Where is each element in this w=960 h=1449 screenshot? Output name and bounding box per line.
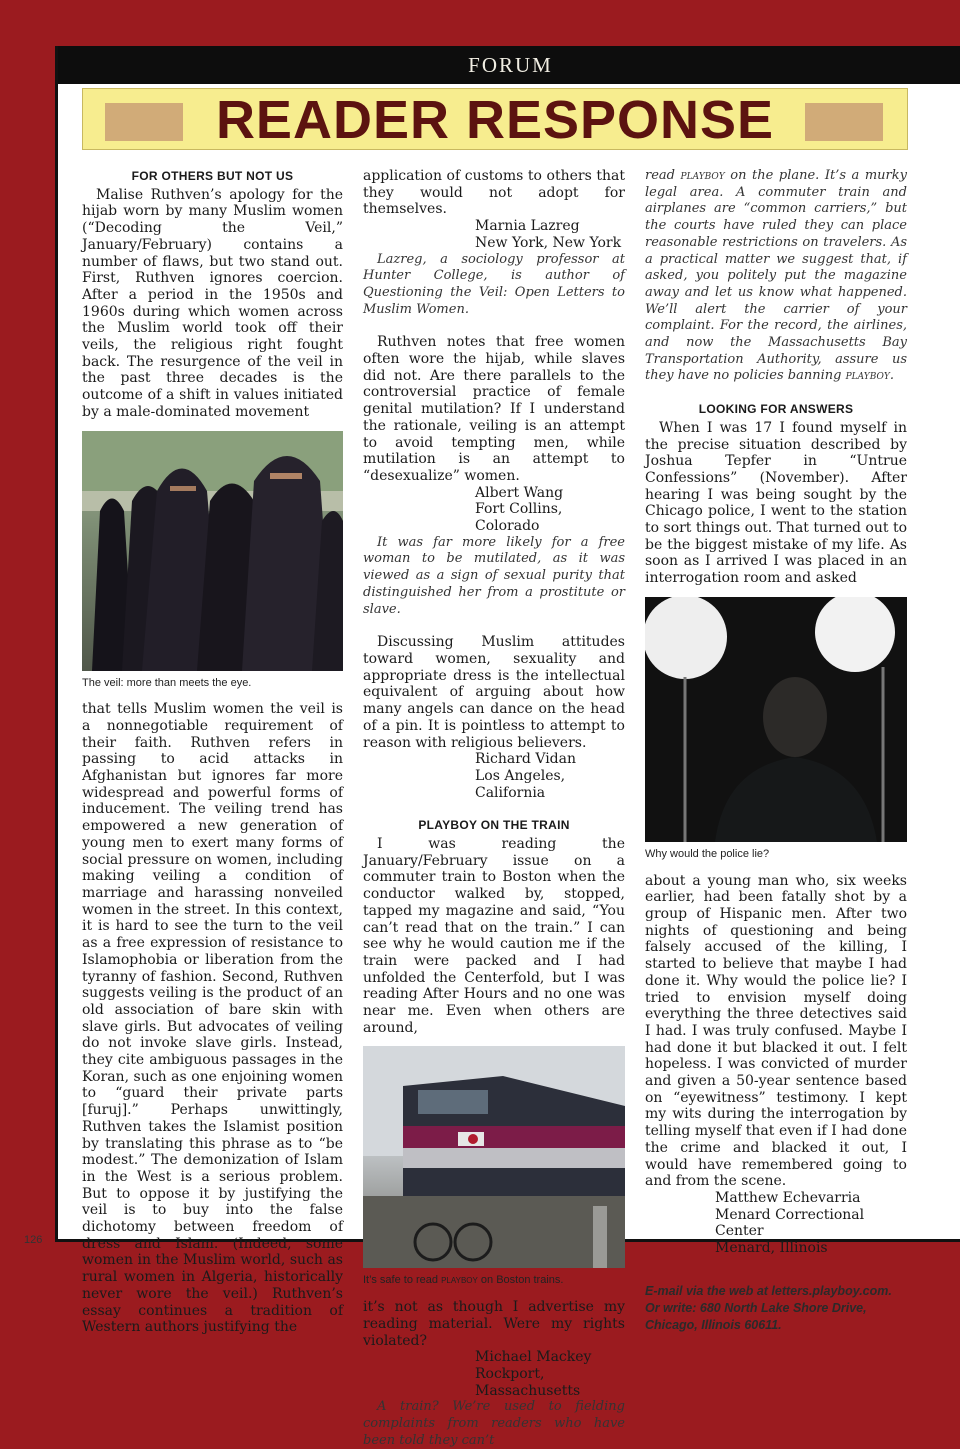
letter-heading: FOR OTHERS BUT NOT US (131, 169, 294, 183)
letter-body-continued: that tells Muslim women the veil is a nonnegotiable requirement of their faith. Ruthven refers in passing to acid attacks in Afghanistan but ignores far more widespread and powerful forms of inducement. The veiling trend has empowered a new generation of young men to exert many forms of social pressure on women, including making veiling a condition of marriage and harassing nonveiled women in the street. In this context, it is hard to see the turn to the veil as a free expression of resistance to Islamophobia or liberation from the tyranny of fashion. Second, Ruthven suggests veiling is the product of an old association of bare skin with slave girls. But advocates of veiling do not invoke slave girls. Instead, they cite ambiguous passages in the Koran, such as one enjoining women to “guard their private parts [furuj].” Perhaps unwittingly, Ruthven takes the Islamist position by translating this phrase as to “be modest.” The demonization of Islam in the West is a serious problem. But to oppose it by justifying the veil is to buy into the false dichotomy between freedom of dress and Islam. (Indeed, some women in the Muslim world, such as rural women in Algeria, historically never wore the veil.) Ruthven’s essay continues a tradition of Western authors justifying the (82, 701, 343, 1336)
contact-email: E-mail via the web at letters.playboy.com. (645, 1283, 892, 1298)
interrogation-illustration (645, 597, 907, 842)
page-title: READER RESPONSE (215, 90, 775, 150)
section-bar: FORUM (58, 46, 960, 84)
letter-heading: LOOKING FOR ANSWERS (698, 402, 854, 417)
column-3 (645, 168, 907, 1334)
interrogation-photo (645, 597, 907, 842)
letter-body-continued: about a young man who, six weeks earlier, had been fatally shot by a group of Hispanic men. After two nights of questioning and being falsely accused of the killing, I started to believe that maybe I had done it. Why would the police lie? I tried to envision myself doing everything the three detectives said I had. I was truly confused. Maybe I had done it but blacked it out. I felt hopeless. I was convicted of murder and given a 50-year sentence based on “eyewitness” testimony. I kept my wits during the interrogation by telling myself that even if I had done the crime and blacked it out, I would have remembered going to and from the scene. (645, 872, 907, 1190)
editor-note: Lazreg, a sociology professor at Hunter College, is author of Questioning the Veil: Open Letters to Muslim Women. (363, 251, 625, 317)
signature-location: Los Angeles, California (475, 767, 566, 801)
train-photo (363, 1046, 625, 1268)
column-1 (82, 168, 343, 1336)
letter-body: Ruthven notes that free women often wore the hijab, while slaves did not. Are there parallels to the controversial practice of female genital mutilation? If I understand the rationale, veiling is an attempt to avoid tempting men, while mutilation is an attempt to “desexualize” women. (363, 334, 625, 484)
signature-name: Matthew Echevarria (715, 1189, 861, 1206)
veiled-women-illustration (82, 431, 343, 671)
column-2 (363, 168, 625, 1449)
page-number: 126 (24, 1234, 43, 1246)
editor-note: It was far more likely for a free woman to be mutilated, as it was viewed as a sign of sexual purity that distinguished her from a prostitute or slave. (363, 534, 625, 617)
letter-body: I was reading the January/February issue on a commuter train to Boston when the conductor walked by, stopped, tapped my magazine and said, “You can’t read that on the train.” I can see why he would caution me if the train were packed and I had unfolded the Centerfold, but I was reading After Hours and no one was near me. Even when others are around, (363, 836, 625, 1036)
letter-body: Discussing Muslim attitudes toward women, sexuality and appropriate dress is the intellectual equivalent of arguing about how many angels can dance on the head of a pin. It is pointless to attempt to reason with religious believers. (363, 634, 625, 751)
letter-body-continued: it’s not as though I advertise my reading material. Were my rights violated? (363, 1299, 625, 1349)
photo-caption: The veil: more than meets the eye. (82, 676, 252, 689)
letter-heading: PLAYBOY ON THE TRAIN (418, 818, 570, 833)
signature-organization: Menard Correctional Center (715, 1206, 865, 1240)
signature-location: Fort Collins, Colorado (475, 501, 563, 535)
signature-name: Michael Mackey (475, 1349, 592, 1366)
signature-name: Richard Vidan (475, 751, 576, 768)
photo-caption: Why would the police lie? (645, 847, 770, 860)
editor-note-continued: read playboy on the plane. It’s a murky legal area. A commuter train and airplanes are “common carriers,” but the courts have ruled they can place reasonable restrictions on travelers. As a practical matter we suggest that, if asked, you politely put the magazine away and let us know what happened. We’ll alert the carrier of your complaint. For the record, the airlines, and now the Massachusetts Bay Transportation Authority, assure us they have no policies banning playboy. (645, 168, 907, 384)
train-illustration (363, 1046, 625, 1268)
veiled-women-photo (82, 431, 343, 671)
signature-location: Rockport, Massachusetts (475, 1365, 581, 1399)
contact-address: Or write: 680 North Lake Shore Drive, (645, 1300, 867, 1315)
photo-caption: It’s safe to read playboy on Boston trains. (363, 1274, 564, 1287)
signature-location: New York, New York (475, 234, 622, 251)
signature-name: Marnia Lazreg (475, 218, 580, 235)
signature-location: Menard, Illinois (715, 1240, 828, 1257)
letter-body: When I was 17 I found myself in the precise situation described by Joshua Tepfer in “Untrue Confessions” (November). After hearing I was being sought by the Chicago police, I went to the station to sort things out. That turned out to be the biggest mistake of my life. As soon as I arrived I was placed in an interrogation room and asked (645, 419, 907, 587)
letter-body-continued: application of customs to others that they would not adopt for themselves. (363, 168, 625, 218)
editor-note: A train? We’re used to fielding complaints from readers who have been told they can’t (363, 1399, 625, 1448)
contact-city: Chicago, Illinois 60611. (645, 1317, 782, 1332)
title-band (82, 88, 908, 150)
letter-body: Malise Ruthven’s apology for the hijab worn by many Muslim women (“Decoding the Veil,” January/February) contains a number of flaws, but two stand out. First, Ruthven ignores coercion. After a period in the 1950s and 1960s during which women across the Muslim world took off their veils, the religious right fought back. The resurgence of the veil in the past three decades is the outcome of a shift in values initiated by a male-dominated movement (82, 186, 343, 420)
signature-name: Albert Wang (475, 484, 564, 501)
magazine-page (55, 46, 960, 1448)
